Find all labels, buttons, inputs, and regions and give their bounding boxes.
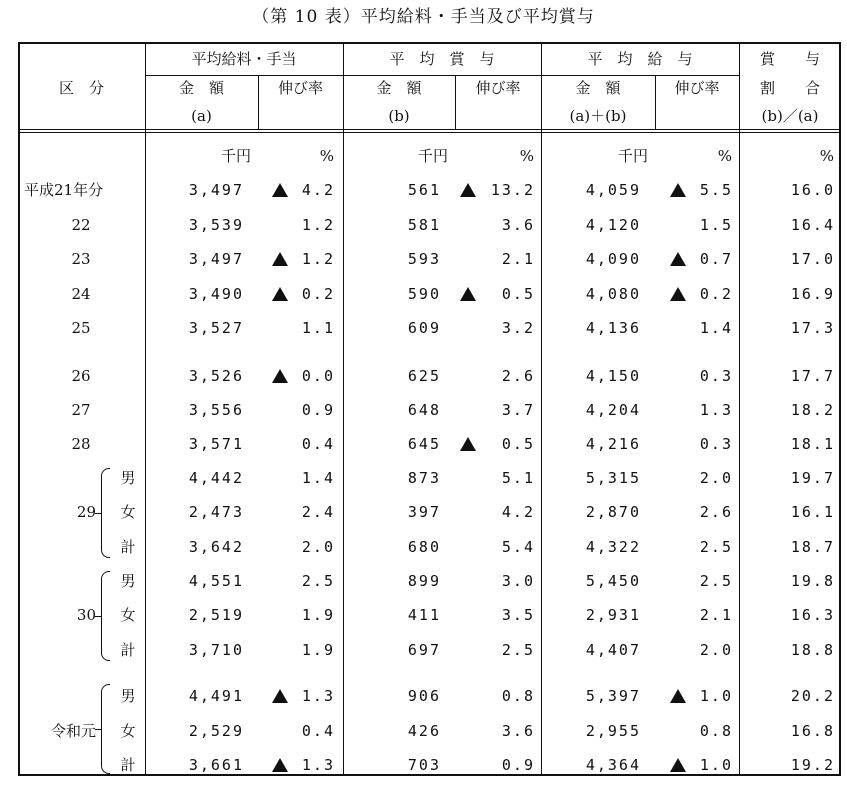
cell-bonus-ratio: 18.1 bbox=[790, 435, 835, 453]
header-rule bbox=[18, 129, 841, 130]
cell-salary-rate: 2.5 bbox=[301, 572, 335, 590]
cell-salary-amount: 3,710 bbox=[188, 641, 244, 659]
header-note-b: (b) bbox=[388, 107, 410, 125]
cell-bonus-rate: 2.6 bbox=[501, 367, 535, 385]
cell-total-amount: 5,450 bbox=[585, 572, 641, 590]
cell-salary-rate: 0.9 bbox=[301, 401, 335, 419]
cell-salary-rate: 1.3 bbox=[301, 687, 335, 705]
row-label: 23 bbox=[71, 250, 91, 268]
unit-label: % bbox=[319, 147, 334, 165]
cell-total-rate: 0.7 bbox=[699, 250, 733, 268]
header-amount: 金 額 bbox=[178, 79, 224, 97]
cell-total-rate: 2.5 bbox=[699, 538, 733, 556]
cell-salary-rate: 1.9 bbox=[301, 606, 335, 624]
cell-bonus-amount: 680 bbox=[407, 538, 441, 556]
cell-salary-amount: 3,526 bbox=[188, 367, 244, 385]
unit-label: % bbox=[717, 147, 732, 165]
row-sublabel: 男 bbox=[120, 572, 136, 590]
cell-bonus-amount: 697 bbox=[407, 641, 441, 659]
cell-total-amount: 4,136 bbox=[585, 319, 641, 337]
cell-total-rate: 0.3 bbox=[699, 435, 733, 453]
cell-salary-rate: 0.4 bbox=[301, 435, 335, 453]
cell-bonus-amount: 899 bbox=[407, 572, 441, 590]
cell-bonus-ratio: 18.7 bbox=[790, 538, 835, 556]
row-sublabel: 計 bbox=[120, 538, 136, 556]
cell-total-amount: 4,090 bbox=[585, 250, 641, 268]
cell-bonus-amount: 561 bbox=[407, 181, 441, 199]
cell-total-amount: 4,204 bbox=[585, 401, 641, 419]
header-note-a: (a) bbox=[191, 107, 212, 125]
cell-total-rate: 0.2 bbox=[699, 285, 733, 303]
unit-label: % bbox=[819, 147, 834, 165]
cell-bonus-rate: 13.2 bbox=[490, 181, 535, 199]
cell-bonus-ratio: 17.7 bbox=[790, 367, 835, 385]
cell-bonus-amount: 411 bbox=[407, 606, 441, 624]
cell-salary-amount: 3,497 bbox=[188, 250, 244, 268]
cell-salary-amount: 3,527 bbox=[188, 319, 244, 337]
cell-total-rate: 0.8 bbox=[699, 722, 733, 740]
row-label: 28 bbox=[71, 435, 91, 453]
cell-total-rate: 1.5 bbox=[699, 216, 733, 234]
cell-total-amount: 4,364 bbox=[585, 756, 641, 774]
row-sublabel: 計 bbox=[120, 641, 136, 659]
cell-total-amount: 2,870 bbox=[585, 503, 641, 521]
cell-total-amount: 4,080 bbox=[585, 285, 641, 303]
cell-salary-rate: 1.1 bbox=[301, 319, 335, 337]
cell-bonus-amount: 645 bbox=[407, 435, 441, 453]
cell-bonus-rate: 5.1 bbox=[501, 469, 535, 487]
cell-salary-amount: 3,539 bbox=[188, 216, 244, 234]
row-sublabel: 男 bbox=[120, 469, 136, 487]
row-label: 30 bbox=[76, 606, 96, 624]
cell-bonus-amount: 426 bbox=[407, 722, 441, 740]
cell-bonus-amount: 906 bbox=[407, 687, 441, 705]
cell-total-rate: 5.5 bbox=[699, 181, 733, 199]
header-amount: 金 額 bbox=[575, 79, 621, 97]
row-label: 令和元 bbox=[50, 722, 96, 740]
cell-salary-amount: 3,556 bbox=[188, 401, 244, 419]
cell-bonus-ratio: 16.9 bbox=[790, 285, 835, 303]
cell-total-amount: 4,059 bbox=[585, 181, 641, 199]
unit-label: 千円 bbox=[220, 147, 251, 165]
cell-salary-amount: 2,519 bbox=[188, 606, 244, 624]
cell-bonus-amount: 609 bbox=[407, 319, 441, 337]
cell-total-rate: 1.0 bbox=[699, 687, 733, 705]
cell-total-amount: 5,397 bbox=[585, 687, 641, 705]
cell-bonus-ratio: 20.2 bbox=[790, 687, 835, 705]
cell-salary-rate: 0.0 bbox=[301, 367, 335, 385]
cell-salary-amount: 3,490 bbox=[188, 285, 244, 303]
cell-bonus-ratio: 18.2 bbox=[790, 401, 835, 419]
cell-bonus-amount: 703 bbox=[407, 756, 441, 774]
unit-label: % bbox=[519, 147, 534, 165]
cell-salary-amount: 3,661 bbox=[188, 756, 244, 774]
header-rule bbox=[18, 132, 841, 133]
header-ratio-line1: 賞 与 bbox=[759, 50, 820, 68]
cell-bonus-ratio: 17.0 bbox=[790, 250, 835, 268]
header-rate: 伸び率 bbox=[674, 79, 720, 97]
cell-total-amount: 2,955 bbox=[585, 722, 641, 740]
cell-bonus-rate: 2.1 bbox=[501, 250, 535, 268]
group-brace bbox=[101, 684, 110, 774]
cell-bonus-amount: 625 bbox=[407, 367, 441, 385]
cell-bonus-rate: 5.4 bbox=[501, 538, 535, 556]
cell-salary-rate: 4.2 bbox=[301, 181, 335, 199]
cell-bonus-ratio: 16.0 bbox=[790, 181, 835, 199]
cell-bonus-ratio: 19.2 bbox=[790, 756, 835, 774]
header-group-total: 平 均 給 与 bbox=[587, 50, 693, 68]
row-label: 25 bbox=[71, 319, 91, 337]
cell-salary-amount: 4,491 bbox=[188, 687, 244, 705]
cell-salary-rate: 1.3 bbox=[301, 756, 335, 774]
cell-salary-rate: 0.4 bbox=[301, 722, 335, 740]
cell-bonus-rate: 3.7 bbox=[501, 401, 535, 419]
unit-label: 千円 bbox=[617, 147, 648, 165]
cell-total-rate: 1.4 bbox=[699, 319, 733, 337]
table-title: （第 10 表）平均給料・手当及び平均賞与 bbox=[252, 7, 595, 27]
cell-bonus-rate: 3.6 bbox=[501, 216, 535, 234]
group-brace bbox=[101, 468, 110, 558]
cell-bonus-rate: 3.0 bbox=[501, 572, 535, 590]
header-ratio-line2: 割 合 bbox=[759, 79, 820, 97]
cell-bonus-rate: 2.5 bbox=[501, 641, 535, 659]
cell-salary-amount: 4,551 bbox=[188, 572, 244, 590]
cell-bonus-amount: 590 bbox=[407, 285, 441, 303]
row-label: 27 bbox=[71, 401, 91, 419]
row-sublabel: 女 bbox=[120, 503, 136, 521]
cell-bonus-ratio: 17.3 bbox=[790, 319, 835, 337]
header-ratio-line3: (b)／(a) bbox=[761, 107, 819, 125]
cell-bonus-ratio: 16.4 bbox=[790, 216, 835, 234]
cell-total-amount: 4,120 bbox=[585, 216, 641, 234]
cell-bonus-rate: 3.6 bbox=[501, 722, 535, 740]
row-label: 24 bbox=[71, 285, 91, 303]
row-sublabel: 男 bbox=[120, 687, 136, 705]
cell-total-rate: 2.0 bbox=[699, 469, 733, 487]
header-note-ab: (a)＋(b) bbox=[569, 107, 627, 125]
group-brace bbox=[101, 571, 110, 661]
row-label: 29 bbox=[76, 503, 96, 521]
cell-bonus-ratio: 16.3 bbox=[790, 606, 835, 624]
cell-bonus-ratio: 19.7 bbox=[790, 469, 835, 487]
header-rate: 伸び率 bbox=[475, 79, 521, 97]
cell-salary-rate: 2.0 bbox=[301, 538, 335, 556]
cell-salary-rate: 0.2 bbox=[301, 285, 335, 303]
cell-bonus-rate: 3.5 bbox=[501, 606, 535, 624]
row-label: 平成21年分 bbox=[24, 181, 104, 199]
cell-bonus-ratio: 19.8 bbox=[790, 572, 835, 590]
cell-total-rate: 1.0 bbox=[699, 756, 733, 774]
cell-salary-amount: 4,442 bbox=[188, 469, 244, 487]
cell-bonus-amount: 581 bbox=[407, 216, 441, 234]
unit-label: 千円 bbox=[417, 147, 448, 165]
header-group-salary: 平均給料・手当 bbox=[191, 50, 297, 68]
cell-bonus-rate: 0.5 bbox=[501, 285, 535, 303]
cell-salary-amount: 3,642 bbox=[188, 538, 244, 556]
cell-bonus-rate: 4.2 bbox=[501, 503, 535, 521]
cell-bonus-ratio: 18.8 bbox=[790, 641, 835, 659]
cell-salary-rate: 1.9 bbox=[301, 641, 335, 659]
cell-total-rate: 2.5 bbox=[699, 572, 733, 590]
cell-total-amount: 4,322 bbox=[585, 538, 641, 556]
cell-bonus-amount: 593 bbox=[407, 250, 441, 268]
cell-total-rate: 2.6 bbox=[699, 503, 733, 521]
cell-salary-amount: 3,571 bbox=[188, 435, 244, 453]
cell-total-rate: 2.1 bbox=[699, 606, 733, 624]
cell-bonus-ratio: 16.8 bbox=[790, 722, 835, 740]
cell-bonus-amount: 397 bbox=[407, 503, 441, 521]
row-label: 26 bbox=[71, 367, 91, 385]
cell-bonus-rate: 0.5 bbox=[501, 435, 535, 453]
cell-bonus-ratio: 16.1 bbox=[790, 503, 835, 521]
cell-total-rate: 0.3 bbox=[699, 367, 733, 385]
cell-bonus-amount: 873 bbox=[407, 469, 441, 487]
row-sublabel: 女 bbox=[120, 722, 136, 740]
cell-total-rate: 1.3 bbox=[699, 401, 733, 419]
cell-salary-amount: 2,473 bbox=[188, 503, 244, 521]
cell-total-amount: 4,150 bbox=[585, 367, 641, 385]
header-group-bonus: 平 均 賞 与 bbox=[389, 50, 495, 68]
cell-salary-rate: 1.2 bbox=[301, 216, 335, 234]
cell-bonus-rate: 0.8 bbox=[501, 687, 535, 705]
cell-salary-amount: 3,497 bbox=[188, 181, 244, 199]
cell-total-amount: 5,315 bbox=[585, 469, 641, 487]
header-rate: 伸び率 bbox=[277, 79, 323, 97]
cell-total-amount: 4,407 bbox=[585, 641, 641, 659]
cell-salary-rate: 2.4 bbox=[301, 503, 335, 521]
cell-bonus-amount: 648 bbox=[407, 401, 441, 419]
cell-bonus-rate: 3.2 bbox=[501, 319, 535, 337]
cell-salary-rate: 1.4 bbox=[301, 469, 335, 487]
cell-total-rate: 2.0 bbox=[699, 641, 733, 659]
header-rule bbox=[145, 75, 739, 76]
row-label: 22 bbox=[71, 216, 91, 234]
header-amount: 金 額 bbox=[376, 79, 422, 97]
cell-salary-rate: 1.2 bbox=[301, 250, 335, 268]
cell-bonus-rate: 0.9 bbox=[501, 756, 535, 774]
row-sublabel: 計 bbox=[120, 756, 136, 774]
cell-total-amount: 2,931 bbox=[585, 606, 641, 624]
cell-total-amount: 4,216 bbox=[585, 435, 641, 453]
row-sublabel: 女 bbox=[120, 606, 136, 624]
cell-salary-amount: 2,529 bbox=[188, 722, 244, 740]
header-kubun: 区 分 bbox=[58, 79, 104, 97]
